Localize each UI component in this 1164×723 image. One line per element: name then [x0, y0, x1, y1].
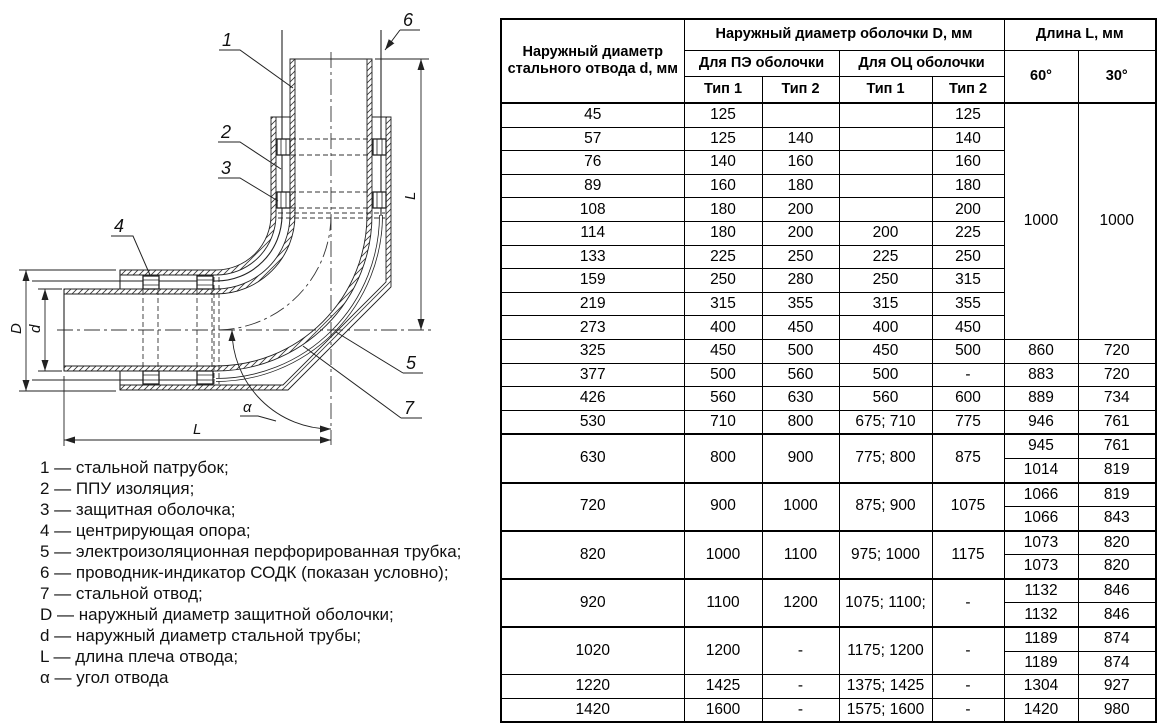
- table-cell: 874: [1078, 627, 1156, 651]
- sodk-conductor-lines: [32, 30, 383, 382]
- table-cell: 315: [684, 292, 762, 316]
- callout-1-label: 1: [222, 30, 233, 50]
- table-cell: 125: [684, 127, 762, 151]
- table-cell: 761: [1078, 434, 1156, 458]
- legend-item: 6 — проводник-индикатор СОДК (показан условно);: [40, 563, 449, 582]
- table-cell: 630: [762, 387, 839, 411]
- perforated-tube-line: [216, 215, 383, 382]
- table-cell: 675; 710: [839, 410, 932, 434]
- table-cell: 820: [501, 531, 684, 579]
- table-cell: 720: [501, 483, 684, 531]
- table-cell: 980: [1078, 698, 1156, 722]
- table-cell: 160: [762, 151, 839, 175]
- table-row: [501, 387, 1156, 411]
- table-cell: [839, 174, 932, 198]
- table-cell: 1132: [1004, 579, 1078, 603]
- table-cell: 900: [684, 483, 762, 531]
- table-cell: 76: [501, 151, 684, 175]
- table-header-cell: Для ПЭ оболочки: [684, 51, 839, 77]
- table-cell: 1189: [1004, 627, 1078, 651]
- table-row: [501, 103, 1156, 127]
- dimension-d: [27, 289, 62, 371]
- table-row: [501, 339, 1156, 363]
- table-header-cell: Тип 2: [762, 77, 839, 104]
- legend-item: α — угол отвода: [40, 668, 169, 687]
- table-cell: 1189: [1004, 651, 1078, 675]
- table-cell: 160: [932, 151, 1004, 175]
- table-cell: 1175; 1200: [839, 627, 932, 675]
- elbow-diagram: [0, 0, 500, 455]
- table-cell: 200: [762, 198, 839, 222]
- table-cell: -: [932, 675, 1004, 699]
- table-cell: 874: [1078, 651, 1156, 675]
- table-cell: -: [932, 579, 1004, 627]
- table-cell: 720: [1078, 339, 1156, 363]
- legend-item: 3 — защитная оболочка;: [40, 500, 236, 519]
- table-cell: 920: [501, 579, 684, 627]
- callout-7-label: 7: [404, 398, 415, 418]
- perforated-tube-line: [216, 215, 380, 379]
- table-cell: 800: [762, 410, 839, 434]
- table-cell: [839, 198, 932, 222]
- dim-L-bottom-label: L: [193, 421, 202, 438]
- table-cell: 775: [932, 410, 1004, 434]
- table-cell: 1075: [932, 483, 1004, 531]
- table-header-cell: Наружный диаметр стального отвода d, мм: [501, 19, 684, 103]
- table-cell: 630: [501, 434, 684, 482]
- table-cell: 720: [1078, 363, 1156, 387]
- table-cell: 1220: [501, 675, 684, 699]
- table-header-cell: 30°: [1078, 51, 1156, 104]
- table-cell: -: [932, 698, 1004, 722]
- callout-5-label: 5: [406, 353, 417, 373]
- table-cell: 1014: [1004, 458, 1078, 482]
- dimension-table-panel: [500, 18, 1157, 723]
- table-cell: 325: [501, 339, 684, 363]
- table-cell: [839, 127, 932, 151]
- hidden-lines: [143, 139, 385, 384]
- table-cell: 140: [684, 151, 762, 175]
- table-cell: 1066: [1004, 483, 1078, 507]
- table-cell: 219: [501, 292, 684, 316]
- table-row: [501, 410, 1156, 434]
- table-row: [501, 531, 1156, 555]
- legend-item: 2 — ППУ изоляция;: [40, 479, 195, 498]
- table-cell: 180: [684, 221, 762, 245]
- table-cell: 775; 800: [839, 434, 932, 482]
- table-cell: 180: [684, 198, 762, 222]
- legend-item: 7 — стальной отвод;: [40, 584, 203, 603]
- table-cell: [762, 103, 839, 127]
- dim-alpha-label: α: [243, 399, 252, 416]
- table-cell: 1100: [684, 579, 762, 627]
- table-cell: 125: [932, 103, 1004, 127]
- table-cell: 1420: [1004, 698, 1078, 722]
- table-cell: 734: [1078, 387, 1156, 411]
- table-row: [501, 363, 1156, 387]
- table-cell: 819: [1078, 458, 1156, 482]
- table-cell: 160: [684, 174, 762, 198]
- table-cell: 819: [1078, 483, 1156, 507]
- table-cell: 225: [684, 245, 762, 269]
- table-cell: 315: [839, 292, 932, 316]
- table-cell: 225: [839, 245, 932, 269]
- table-cell: 500: [762, 339, 839, 363]
- table-row: [501, 698, 1156, 722]
- callout-3-label: 3: [221, 158, 232, 178]
- table-cell: 108: [501, 198, 684, 222]
- table-cell: 946: [1004, 410, 1078, 434]
- elbow-drawing-panel: [0, 0, 500, 455]
- dimension-alpha: [232, 330, 331, 429]
- table-cell: 800: [684, 434, 762, 482]
- table-row: [501, 579, 1156, 603]
- dimension-table: [500, 18, 1157, 723]
- table-cell: 1000: [762, 483, 839, 531]
- table-cell: 200: [762, 221, 839, 245]
- table-cell: 889: [1004, 387, 1078, 411]
- table-cell: 45: [501, 103, 684, 127]
- table-cell: 761: [1078, 410, 1156, 434]
- jacket-inner-wall: [120, 117, 276, 275]
- table-cell: -: [932, 363, 1004, 387]
- table-row: [501, 627, 1156, 651]
- table-cell: 710: [684, 410, 762, 434]
- legend-item: L — длина плеча отвода;: [40, 647, 239, 666]
- table-cell: 280: [762, 269, 839, 293]
- table-cell: 225: [932, 221, 1004, 245]
- dim-D-label: D: [8, 323, 25, 334]
- table-cell: 560: [762, 363, 839, 387]
- table-cell: 250: [839, 269, 932, 293]
- table-cell: 875: [932, 434, 1004, 482]
- table-cell: 500: [932, 339, 1004, 363]
- table-cell: 500: [839, 363, 932, 387]
- table-cell: 250: [932, 245, 1004, 269]
- table-cell: 114: [501, 221, 684, 245]
- table-cell: 1420: [501, 698, 684, 722]
- table-cell: 125: [684, 103, 762, 127]
- table-cell: 140: [762, 127, 839, 151]
- table-cell: 1075; 1100;: [839, 579, 932, 627]
- table-cell: 1132: [1004, 603, 1078, 627]
- dim-d-label: d: [27, 324, 44, 333]
- callout-4-label: 4: [114, 216, 125, 236]
- table-row: [501, 483, 1156, 507]
- table-cell: [839, 103, 932, 127]
- table-head: [501, 19, 1156, 103]
- table-cell: 355: [932, 292, 1004, 316]
- legend-item: d — наружный диаметр стальной трубы;: [40, 626, 362, 645]
- legend-item: D — наружный диаметр защитной оболочки;: [40, 605, 394, 624]
- legend: [40, 457, 500, 688]
- table-cell: 1375; 1425: [839, 675, 932, 699]
- table-cell: 820: [1078, 531, 1156, 555]
- steel-pipe-inner-wall: [64, 59, 295, 294]
- table-cell: 1304: [1004, 675, 1078, 699]
- table-cell: 159: [501, 269, 684, 293]
- table-cell: 820: [1078, 555, 1156, 579]
- table-cell: 1175: [932, 531, 1004, 579]
- dim-L-right-label: L: [402, 191, 419, 200]
- steel-pipe-outer-wall: [64, 59, 372, 371]
- table-header-cell: Тип 2: [932, 77, 1004, 104]
- table-header-cell: Для ОЦ оболочки: [839, 51, 1004, 77]
- table-cell: 1425: [684, 675, 762, 699]
- table-header-cell: Тип 1: [684, 77, 762, 104]
- table-cell: 200: [932, 198, 1004, 222]
- table-cell: 1073: [1004, 555, 1078, 579]
- table-cell: 1066: [1004, 507, 1078, 531]
- table-cell: 377: [501, 363, 684, 387]
- table-body: [501, 103, 1156, 722]
- table-cell: 1575; 1600: [839, 698, 932, 722]
- table-cell: 140: [932, 127, 1004, 151]
- table-cell: 846: [1078, 603, 1156, 627]
- table-cell: -: [762, 627, 839, 675]
- table-cell: 1020: [501, 627, 684, 675]
- table-header-cell: Наружный диаметр оболочки D, мм: [684, 19, 1004, 51]
- table-cell: 1073: [1004, 531, 1078, 555]
- table-cell: 450: [684, 339, 762, 363]
- table-cell: 560: [839, 387, 932, 411]
- table-cell: 133: [501, 245, 684, 269]
- callout-2-label: 2: [221, 122, 232, 142]
- table-cell: 945: [1004, 434, 1078, 458]
- table-cell: 883: [1004, 363, 1078, 387]
- table-row: [501, 19, 1156, 51]
- table-cell: 180: [762, 174, 839, 198]
- table-cell: 400: [839, 316, 932, 340]
- table-header-cell: 60°: [1004, 51, 1078, 104]
- table-cell: 875; 900: [839, 483, 932, 531]
- table-cell: 200: [839, 221, 932, 245]
- table-cell: 600: [932, 387, 1004, 411]
- table-cell: 560: [684, 387, 762, 411]
- table-cell: 1000: [684, 531, 762, 579]
- table-cell: 450: [932, 316, 1004, 340]
- table-cell: 900: [762, 434, 839, 482]
- legend-item: 4 — центрирующая опора;: [40, 521, 251, 540]
- table-header-cell: Тип 1: [839, 77, 932, 104]
- table-cell: 1000: [1078, 103, 1156, 339]
- table-cell: 250: [762, 245, 839, 269]
- table-cell: 315: [932, 269, 1004, 293]
- table-cell: 450: [839, 339, 932, 363]
- table-cell: 1600: [684, 698, 762, 722]
- table-cell: 426: [501, 387, 684, 411]
- table-cell: 846: [1078, 579, 1156, 603]
- legend-item: 1 — стальной патрубок;: [40, 458, 229, 477]
- table-cell: 273: [501, 316, 684, 340]
- table-cell: 57: [501, 127, 684, 151]
- table-cell: 400: [684, 316, 762, 340]
- table-cell: 450: [762, 316, 839, 340]
- table-cell: 1000: [1004, 103, 1078, 339]
- callout-6-label: 6: [403, 10, 414, 30]
- table-cell: 927: [1078, 675, 1156, 699]
- table-cell: 975; 1000: [839, 531, 932, 579]
- table-cell: 1200: [684, 627, 762, 675]
- table-cell: -: [762, 675, 839, 699]
- table-cell: 843: [1078, 507, 1156, 531]
- table-cell: 530: [501, 410, 684, 434]
- table-cell: 89: [501, 174, 684, 198]
- table-row: [501, 675, 1156, 699]
- legend-item: 5 — электроизоляционная перфорированная трубка;: [40, 542, 462, 561]
- table-cell: 250: [684, 269, 762, 293]
- table-cell: -: [762, 698, 839, 722]
- table-cell: 1200: [762, 579, 839, 627]
- table-cell: 860: [1004, 339, 1078, 363]
- table-cell: -: [932, 627, 1004, 675]
- table-cell: 355: [762, 292, 839, 316]
- table-cell: 180: [932, 174, 1004, 198]
- table-cell: 500: [684, 363, 762, 387]
- table-header-cell: Длина L, мм: [1004, 19, 1156, 51]
- table-cell: [839, 151, 932, 175]
- dimension-D: [8, 270, 116, 391]
- centering-supports: [143, 139, 386, 384]
- table-row: [501, 434, 1156, 458]
- table-cell: 1100: [762, 531, 839, 579]
